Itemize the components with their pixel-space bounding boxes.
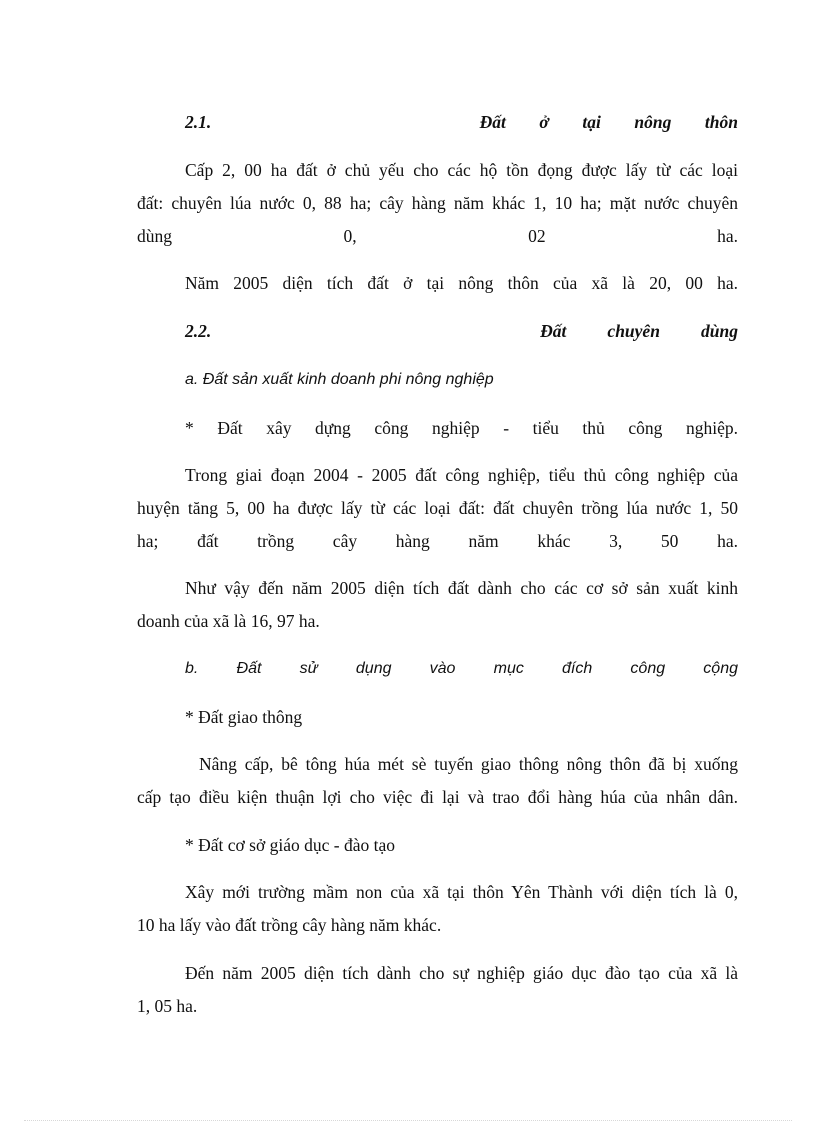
paragraph-line: 10 ha lấy vào đất trồng cây hàng năm khác.: [137, 915, 442, 935]
section-heading-2-2: 2.2. Đất chuyên dùng: [185, 321, 738, 341]
paragraph-line: Như vậy đến năm 2005 diện tích đất dành cho các cơ sở sản xuất kinh: [185, 578, 738, 598]
paragraph-line: Xây mới trường mầm non của xã tại thôn Yên Thành với diện tích là 0,: [185, 882, 738, 902]
paragraph-line: cấp tạo điều kiện thuận lợi cho việc đi lại và trao đổi hàng húa của nhân dân.: [137, 787, 738, 807]
paragraph-line: Cấp 2, 00 ha đất ở chủ yếu cho các hộ tồn đọng được lấy từ các loại: [185, 160, 738, 180]
paragraph-line: 1, 05 ha.: [137, 996, 198, 1016]
bullet-heading: * Đất xây dựng công nghiệp - tiểu thủ công nghiệp.: [185, 418, 738, 438]
paragraph-line: đất: chuyên lúa nước 0, 88 ha; cây hàng năm khác 1, 10 ha; mặt nước chuyên: [137, 193, 738, 213]
section-heading-2-1: 2.1. Đất ở tại nông thôn: [185, 112, 738, 132]
paragraph-line: Đến năm 2005 diện tích dành cho sự nghiệp giáo dục đào tạo của xã là: [185, 963, 738, 983]
paragraph-line: ha; đất trồng cây hàng năm khác 3, 50 ha.: [137, 531, 738, 551]
page-bottom-divider: [24, 1120, 792, 1121]
bullet-heading: * Đất cơ sở giáo dục - đào tạo: [185, 835, 395, 855]
paragraph-line: Nâng cấp, bê tông húa mét sè tuyến giao thông nông thôn đã bị xuống: [199, 754, 738, 774]
bullet-heading: * Đất giao thông: [185, 707, 303, 727]
paragraph-line: Trong giai đoạn 2004 - 2005 đất công nghiệp, tiểu thủ công nghiệp của: [185, 465, 738, 485]
paragraph-line: dùng 0, 02 ha.: [137, 226, 738, 246]
subsection-heading-b: b. Đất sử dụng vào mục đích công cộng: [185, 660, 738, 677]
paragraph-line: huyện tăng 5, 00 ha được lấy từ các loại đất: đất chuyên trồng lúa nước 1, 50: [137, 498, 738, 518]
paragraph-line: Năm 2005 diện tích đất ở tại nông thôn của xã là 20, 00 ha.: [185, 273, 738, 293]
paragraph-line: doanh của xã là 16, 97 ha.: [137, 611, 320, 631]
subsection-heading-a: a. Đất sản xuất kinh doanh phi nông nghiệp: [185, 371, 494, 388]
